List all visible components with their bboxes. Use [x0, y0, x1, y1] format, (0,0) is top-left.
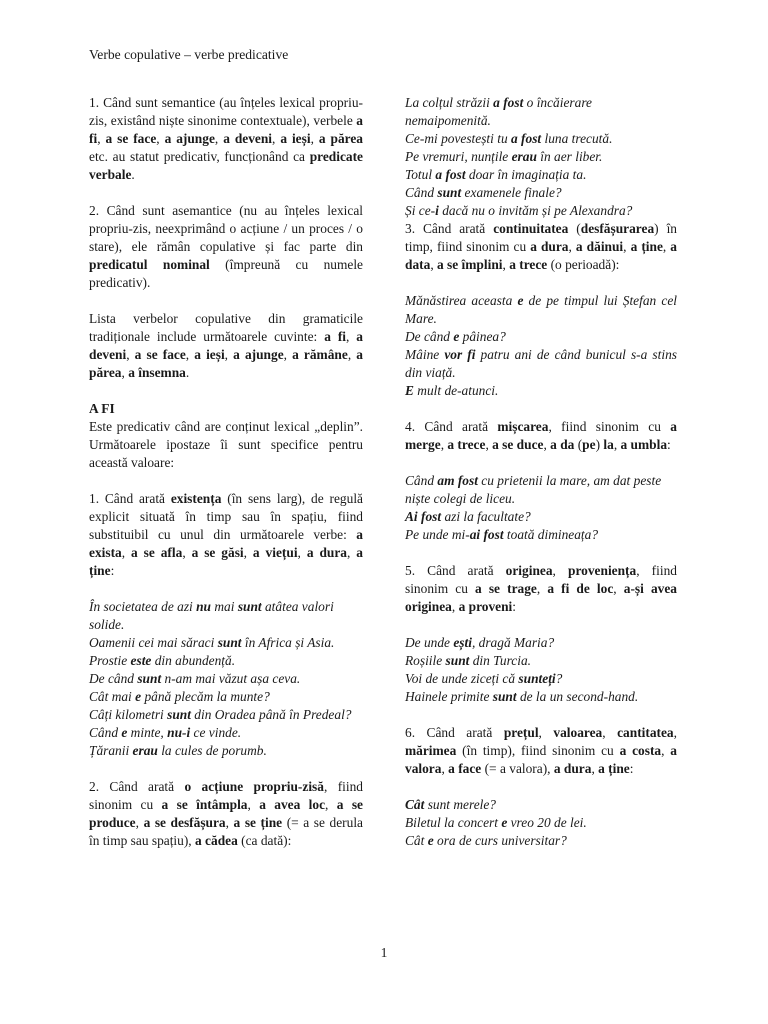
paragraph-origin [405, 562, 677, 616]
text-run: , [121, 365, 129, 380]
text-run: De unde [405, 635, 454, 650]
text-run: Biletul la concert [405, 815, 502, 830]
text-run: din abundență. [151, 653, 236, 668]
bold-term: a însemna [128, 365, 186, 380]
text-run: : [110, 563, 115, 578]
bold-term: a se împlini [437, 257, 503, 272]
example-sentence [405, 346, 677, 382]
bold-term: sunt [237, 599, 262, 614]
text-run: luna trecută. [541, 131, 613, 146]
text-run: vreo 20 de lei. [507, 815, 587, 830]
text-run: în aer liber. [536, 149, 603, 164]
example-sentence [405, 508, 677, 526]
bold-term: a viețui [252, 545, 298, 560]
text-run: Țăranii [89, 743, 133, 758]
text-run: cu prietenii la mare, am dat peste niște colegi de liceu. [405, 473, 662, 506]
text-run: 2. Când arată [89, 779, 185, 794]
text-run: : [667, 437, 671, 452]
example-list-movement [405, 472, 677, 544]
bold-term: e [517, 293, 524, 308]
bold-term: a fi [324, 329, 346, 344]
bold-term: e [135, 689, 142, 704]
bold-term: a părea [318, 131, 363, 146]
bold-term: predicatul nominal [89, 257, 210, 272]
text-run: , dragă Maria? [471, 635, 555, 650]
text-run: , [185, 347, 195, 362]
text-run: 4. Când arată [405, 419, 498, 434]
text-run: din Oradea până în Predeal? [190, 707, 352, 722]
example-sentence [89, 670, 363, 688]
text-run: (= a se derula în timp sau spațiu), [89, 815, 363, 848]
bold-term: a se face [134, 347, 186, 362]
bold-term: a proveni [458, 599, 513, 614]
text-run: din Turcia. [469, 653, 532, 668]
bold-term: a fi [89, 113, 363, 146]
bold-term: a ține [89, 545, 363, 578]
left-column [89, 94, 363, 850]
bold-term: a face [448, 761, 482, 776]
paragraph-action [89, 778, 363, 850]
text-run: (în timp), fiind sinonim cu [456, 743, 620, 758]
text-run: , [602, 725, 618, 740]
example-sentence [405, 184, 677, 202]
text-run: ( [568, 221, 581, 236]
text-run: , [347, 347, 357, 362]
example-list-existence [89, 598, 363, 760]
example-sentence [405, 526, 677, 544]
text-run: , [591, 761, 599, 776]
bold-term: sunt [437, 185, 462, 200]
text-run: Prostie [89, 653, 131, 668]
bold-term: o acțiune propriu-zisă [184, 779, 324, 794]
example-sentence [405, 814, 677, 832]
text-run: , [552, 563, 569, 578]
text-run: , [135, 815, 144, 830]
text-run: 1. Când arată [89, 491, 171, 506]
bold-term: sunt [217, 635, 242, 650]
text-run: , [568, 239, 576, 254]
text-run: , [224, 347, 234, 362]
text-run: examenele finale? [461, 185, 562, 200]
example-list-continuity [405, 292, 677, 400]
bold-term: erau [132, 743, 158, 758]
paragraph-a-fi-intro [89, 418, 363, 472]
bold-term: desfășurarea [580, 221, 655, 236]
text-run: Cât mai [89, 689, 136, 704]
bold-term: a trece [509, 257, 548, 272]
bold-term: ești [453, 635, 472, 650]
text-run: mai [211, 599, 238, 614]
text-run: Totul [405, 167, 436, 182]
section-heading-a-fi: A FI [89, 401, 115, 416]
bold-term: a ține [630, 239, 663, 254]
bold-term: mărimea [405, 743, 457, 758]
text-run: , [430, 257, 438, 272]
text-run: , [225, 815, 234, 830]
text-run: , [156, 131, 165, 146]
text-run: , [126, 347, 135, 362]
bold-term: e [501, 815, 508, 830]
bold-term: a ajunge [233, 347, 284, 362]
text-run: , [662, 239, 671, 254]
text-run: . [131, 167, 135, 182]
text-run: Mâine [405, 347, 445, 362]
bold-term: la [603, 437, 614, 452]
text-run: , [283, 347, 293, 362]
example-sentence [405, 382, 677, 400]
text-run: la cules de porumb. [157, 743, 267, 758]
bold-term: valoarea [553, 725, 603, 740]
bold-term: a fost [435, 167, 466, 182]
text-run: . [185, 365, 190, 380]
text-run: De când [89, 671, 138, 686]
text-run: ? [555, 671, 563, 686]
text-run: , [673, 725, 677, 740]
text-run: , [272, 131, 281, 146]
text-run: minte, [127, 725, 168, 740]
example-sentence [405, 148, 677, 166]
text-run: 1. Când sunt semantice (au înțeles lexical propriu-zis, existând niște sinonime contextuale), verbele [89, 95, 363, 128]
paragraph-asemantic-verbs [89, 202, 363, 292]
bold-term: a valora [405, 743, 677, 776]
bold-term: a trece [447, 437, 486, 452]
example-sentence [89, 706, 363, 724]
text-run: Cât [405, 833, 428, 848]
text-run: , fiind sinonim cu [89, 779, 363, 812]
text-run: de pe timpul lui Ștefan cel Mare. [405, 293, 677, 326]
text-run: , fiind sinonim cu [405, 563, 677, 596]
bold-term: a se întâmpla [161, 797, 248, 812]
bold-term: a părea [89, 347, 363, 380]
paragraph-movement [405, 418, 677, 454]
text-run: (în sens larg), de regulă explicit situată în timp sau în spațiu, fiind substituibil cu unul din următoarele verbe: [89, 491, 363, 542]
example-sentence [405, 94, 677, 130]
bold-term: a se găsi [191, 545, 244, 560]
text-run: , [502, 257, 510, 272]
text-run: Ce-mi povestești tu [405, 131, 511, 146]
bold-term: nu [196, 599, 212, 614]
text-run: , [441, 761, 449, 776]
example-sentence [89, 688, 363, 706]
bold-term: i [435, 203, 439, 218]
text-run: ( [574, 437, 583, 452]
text-run: doar în imaginația ta. [465, 167, 587, 182]
example-sentence [405, 166, 677, 184]
example-list-origin [405, 634, 677, 706]
example-sentence [405, 634, 677, 652]
page-number: 1 [380, 945, 388, 960]
bold-term: sunt [492, 689, 517, 704]
text-run: Și ce- [405, 203, 436, 218]
paragraph-existence [89, 490, 363, 580]
example-sentence [405, 796, 677, 814]
bold-term: e [121, 725, 128, 740]
bold-term: existența [170, 491, 222, 506]
example-sentence [405, 472, 677, 508]
paragraph-copulative-list [89, 310, 363, 382]
bold-term: a se face [105, 131, 157, 146]
text-run: (ca dată): [237, 833, 292, 848]
text-run: , [247, 797, 260, 812]
text-run: sunt merele? [424, 797, 497, 812]
paragraph-continuity [405, 220, 677, 274]
bold-term: mișcarea [497, 419, 549, 434]
example-sentence [89, 598, 363, 634]
text-run: , [543, 437, 551, 452]
bold-term: prețul [503, 725, 539, 740]
text-run: (= a valora), [481, 761, 554, 776]
text-run: , [661, 743, 671, 758]
bold-term: a ieși [194, 347, 225, 362]
page-title: Verbe copulative – verbe predicative [89, 47, 289, 62]
bold-term: a fost [511, 131, 542, 146]
text-run: Pe vremuri, nunțile [405, 149, 512, 164]
bold-term: a deveni [223, 131, 273, 146]
text-run: , [243, 545, 253, 560]
text-run: De când [405, 329, 454, 344]
example-list-action [405, 94, 677, 220]
text-run: 2. Când sunt asemantice (nu au înțeles lexical propriu-zis, neexprimând o acțiune / un proces / o stare), ele rămân copulative și fac parte din [89, 203, 363, 254]
text-run: n-am mai văzut așa ceva. [161, 671, 301, 686]
text-run: , [121, 545, 132, 560]
example-sentence [89, 742, 363, 760]
bold-term: a merge [405, 419, 677, 452]
text-run: (împreună cu numele predicativ). [89, 257, 363, 290]
text-run: pâinea? [459, 329, 506, 344]
bold-term: originea [505, 563, 553, 578]
text-run: Când [405, 185, 438, 200]
text-run: azi la facultate? [441, 509, 531, 524]
bold-term: proveniența [568, 563, 637, 578]
text-run: o încăierare nemaipomenită. [405, 95, 592, 128]
text-run: : [629, 761, 634, 776]
bold-term: a se duce [492, 437, 544, 452]
example-sentence [405, 832, 677, 850]
text-run: , [182, 545, 192, 560]
text-run: 5. Când arată [405, 563, 506, 578]
text-run: etc. au statut predicativ, funcționând ca [89, 149, 310, 164]
bold-term: Cât [405, 797, 425, 812]
example-sentence [405, 328, 677, 346]
bold-term: a se produce [89, 797, 364, 830]
bold-term: a da [550, 437, 575, 452]
text-run: Voi de unde ziceți că [405, 671, 519, 686]
text-run: Când [405, 473, 438, 488]
bold-term: a fost [493, 95, 524, 110]
text-run: , [325, 797, 337, 812]
text-run: , [440, 437, 448, 452]
example-sentence [405, 688, 677, 706]
text-run: Când [89, 725, 122, 740]
text-run: , [538, 725, 554, 740]
bold-term: nu-i [167, 725, 191, 740]
text-run: dacă nu o invităm și pe Alexandra? [438, 203, 633, 218]
text-run: atâtea valori solide. [89, 599, 334, 632]
text-run: , [297, 545, 307, 560]
bold-term: vor fi [444, 347, 476, 362]
example-sentence [89, 724, 363, 742]
text-run: 3. Când arată [405, 221, 494, 236]
text-run: , [347, 545, 357, 560]
text-run: ora de curs universitar? [433, 833, 567, 848]
bold-term: a exista [89, 527, 363, 560]
text-run: La colțul străzii [405, 95, 494, 110]
example-sentence [405, 130, 677, 148]
bold-term: a ține [598, 761, 630, 776]
text-run: de la un second-hand. [516, 689, 639, 704]
bold-term: e [453, 329, 460, 344]
text-run: În societatea de azi [89, 599, 197, 614]
bold-term: a se afla [131, 545, 183, 560]
text-run: în Africa și Asia. [241, 635, 335, 650]
text-run: Lista verbelor copulative din gramaticile tradiționale include următoarele cuvinte: [89, 311, 363, 344]
bold-term: a-și avea originea [405, 581, 677, 614]
example-sentence [405, 670, 677, 688]
paragraph-semantic-verbs [89, 94, 363, 184]
text-run: Este predicativ când are conținut lexical „deplin”. Următoarele ipostaze îi sunt specifice pentru această valoare: [89, 419, 363, 470]
example-sentence [405, 652, 677, 670]
text-run: Hainele primite [405, 689, 493, 704]
bold-term: sunt [137, 671, 162, 686]
text-run: Mănăstirea aceasta [405, 293, 518, 308]
text-run: patru ani de când bunicul s-a stins din viață. [405, 347, 677, 380]
bold-term: a deveni [89, 329, 363, 362]
bold-term: a ajunge [164, 131, 215, 146]
bold-term: ai fost [469, 527, 504, 542]
bold-term: cantitatea [617, 725, 674, 740]
bold-term: a dura [553, 761, 592, 776]
text-run: , [451, 599, 459, 614]
bold-term: predicate verbale [89, 149, 363, 182]
bold-term: sunt [167, 707, 191, 722]
bold-term: a umbla [620, 437, 668, 452]
text-run: 6. Când arată [405, 725, 504, 740]
text-run: : [512, 599, 517, 614]
bold-term: a dăinui [575, 239, 624, 254]
bold-term: a cădea [195, 833, 238, 848]
text-run: Oamenii cei mai săraci [89, 635, 218, 650]
bold-term: a rămâne [292, 347, 348, 362]
text-run: mult de-atunci. [413, 383, 499, 398]
bold-term: a data [405, 239, 677, 272]
text-run: , [613, 437, 621, 452]
text-run: ) în timp, fiind sinonim cu [405, 221, 677, 254]
text-run: , [97, 131, 106, 146]
example-sentence [405, 292, 677, 328]
bold-term: a avea loc [259, 797, 326, 812]
bold-term: E [405, 383, 414, 398]
example-sentence [89, 652, 363, 670]
text-run: ) [595, 437, 604, 452]
bold-term: continuitatea [493, 221, 569, 236]
example-sentence [89, 634, 363, 652]
bold-term: sunteți [518, 671, 556, 686]
text-run: Roșiile [405, 653, 446, 668]
bold-term: a se ține [233, 815, 283, 830]
text-run: , [623, 239, 631, 254]
bold-term: a se desfășura [143, 815, 226, 830]
text-run: până plecăm la munte? [141, 689, 270, 704]
text-run: , [536, 581, 548, 596]
bold-term: Ai fost [405, 509, 442, 524]
example-list-price [405, 796, 677, 850]
text-run: ce vinde. [190, 725, 242, 740]
right-column [405, 94, 677, 850]
bold-term: am fost [437, 473, 478, 488]
bold-term: a dura [306, 545, 347, 560]
bold-term: a dura [530, 239, 569, 254]
bold-term: este [130, 653, 152, 668]
bold-term: a costa [619, 743, 662, 758]
example-sentence [405, 202, 677, 220]
text-run: Câți kilometri [89, 707, 168, 722]
text-run: , [613, 581, 624, 596]
bold-term: a ieși [280, 131, 311, 146]
text-run: toată dimineața? [503, 527, 599, 542]
bold-term: a fi de loc [547, 581, 614, 596]
text-run: , [214, 131, 224, 146]
bold-term: pe [582, 437, 596, 452]
text-run: , [346, 329, 357, 344]
text-run: (o perioadă): [547, 257, 620, 272]
bold-term: e [427, 833, 434, 848]
bold-term: erau [511, 149, 537, 164]
text-run: , [485, 437, 493, 452]
text-run: Pe unde mi- [405, 527, 470, 542]
text-run: , [310, 131, 319, 146]
bold-term: sunt [445, 653, 470, 668]
bold-term: a se trage [475, 581, 537, 596]
text-run: , fiind sinonim cu [548, 419, 671, 434]
paragraph-price [405, 724, 677, 778]
